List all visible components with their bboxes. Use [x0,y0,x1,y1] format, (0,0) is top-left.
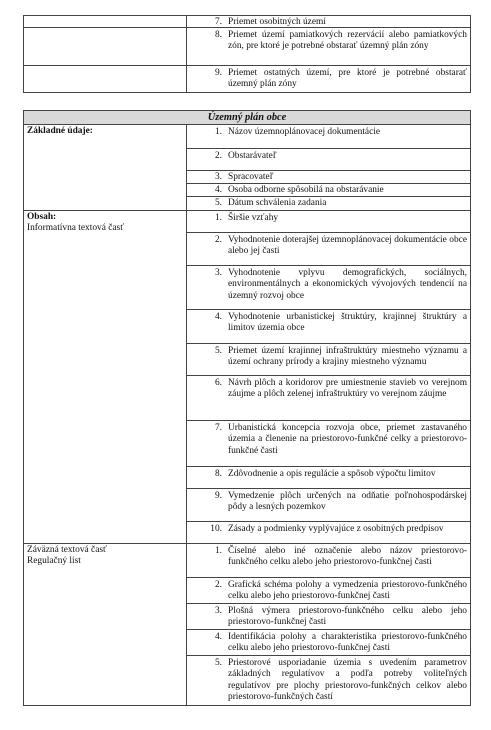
table-header: Územný plán obce [23,110,471,125]
item-text: Plošná výmera priestorovo-funkčného celku alebo jeho priestorovo-funkčnej časti [228,606,467,628]
item-text: Vymedzenie plôch určených na odňatie poľnohospodárskej pôdy a lesných pozemkov [228,491,467,513]
item-number: 3. [214,172,222,182]
list-item [187,376,470,421]
label-cell [24,28,187,65]
item-text: Vyhodnotenie doterajšej územnoplánovacej dokumentácie obce alebo jej časti [228,235,467,257]
section-basic-data [23,125,471,211]
table-row [23,66,471,93]
list-item [187,184,470,197]
item-number: 8. [214,469,222,479]
list-item [187,656,470,705]
list-item [187,489,470,522]
item-number: 10. [210,524,222,534]
item-number: 2. [214,580,222,590]
item-number: 5. [214,198,222,208]
item-number: 9. [214,491,222,501]
item-text: Vyhodnotenie urbanistickej štruktúry, krajinnej štruktúry a limitov územia obce [228,312,467,334]
item-number: 3. [214,268,222,278]
list-item [187,578,470,604]
item-text: Priemet ostatných území, pre ktoré je potrebné obstarať územný plán zóny [228,68,467,90]
list-item [187,421,470,467]
item-number: 3. [214,606,222,616]
list-item [187,604,470,630]
item-number: 5. [214,346,222,356]
item-number: 6. [214,378,222,388]
main-table [23,110,471,706]
item-text: Širšie vzťahy [228,213,279,223]
item-number: 1. [214,546,222,556]
list-item [187,630,470,656]
item-text: Priestorové usporiadanie územia s uvedením parametrov základných regulatívov a podľa potreby voliteľných regulatívov pre plochy priestorovo-funkčných celkov alebo priestorovo-funkčných častí [228,658,467,702]
item-text: Návrh plôch a koridorov pre umiestnenie stavieb vo verejnom záujme a plôch zelenej infraštruktúry vo verejnom záujme [228,378,467,400]
item-text: Obstarávateľ [228,151,277,161]
item-text: Priemet území pamiatkových rezervácií alebo pamiatkových zón, pre ktoré je potrebné obstarať územný plán zóny [228,30,467,52]
item-number: 4. [214,185,222,195]
section-label-text: Informatívna textová časť [27,223,125,234]
item-number: 7. [214,17,222,27]
top-table [23,15,471,93]
section-label-text: Záväzná textová časť [27,545,108,555]
list-item [187,310,470,344]
item-text: Číselné alebo iné označenie alebo názov priestorovo-funkčného celku alebo jeho priestorovo-funkčnej časti [228,546,467,568]
item-number: 8. [214,30,222,40]
item-number: 5. [214,658,222,668]
list-item [187,197,470,210]
item-number: 7. [214,423,222,433]
list-item [187,211,470,233]
section-label [24,544,187,705]
item-number: 4. [214,312,222,322]
item-text: Vyhodnotenie vplyvu demografických, sociálnych, environmentálnych a ekonomických vývojových tendencií na územný rozvoj obce [228,268,467,301]
list-item [187,171,470,184]
item-number: 2. [214,151,222,161]
item-text: Priemet území krajinnej infraštruktúry miestneho významu a území ochrany prírody a krajiny miestneho významu [228,346,467,368]
section-label [24,125,187,210]
item-text: Osoba odborne spôsobilá na obstarávanie [228,185,384,195]
item-text: Názov územnoplánovacej dokumentácie [228,127,381,137]
list-item [187,467,470,489]
list-item [187,522,470,543]
list-item [187,125,470,149]
section-content [23,211,471,544]
list-item [187,149,470,171]
section-label-text-2: Regulačný list [27,556,81,567]
item-text: Priemet osobitných území [228,17,326,27]
table-row [23,28,471,66]
item-text: Dátum schválenia zadania [228,198,327,208]
item-text: Identifikácia polohy a charakteristika priestorovo-funkčného celku alebo jeho priestorovo-funkčnej časti [228,632,467,654]
list-item [187,344,470,376]
item-text: Urbanistická koncepcia rozvoja obce, priemet zastavaného územia a členenie na priestorovo-funkčné celky a priestorovo-funkčné časti [228,423,467,456]
item-text: Zdôvodnenie a opis regulácie a spôsob výpočtu limitov [228,469,436,479]
item-number: 9. [214,68,222,78]
label-cell [24,16,187,27]
item-text: Spracovateľ [228,172,274,182]
section-label-bold: Obsah: [27,212,57,222]
item-text: Grafická schéma polohy a vymedzenia priestorovo-funkčného celku alebo jeho priestorovo-funkčnej časti [228,580,467,602]
list-item [187,233,470,266]
item-number: 1. [214,127,222,137]
item-number: 2. [214,235,222,245]
section-binding [23,544,471,706]
item-text: Zásady a podmienky vyplývajúce z osobitných predpisov [228,524,444,534]
table-row [23,15,471,28]
item-number: 1. [214,213,222,223]
section-label [24,211,187,543]
list-item [187,266,470,310]
item-number: 4. [214,632,222,642]
label-cell [24,66,187,92]
section-label-bold: Základné údaje: [27,126,93,136]
list-item [187,544,470,578]
